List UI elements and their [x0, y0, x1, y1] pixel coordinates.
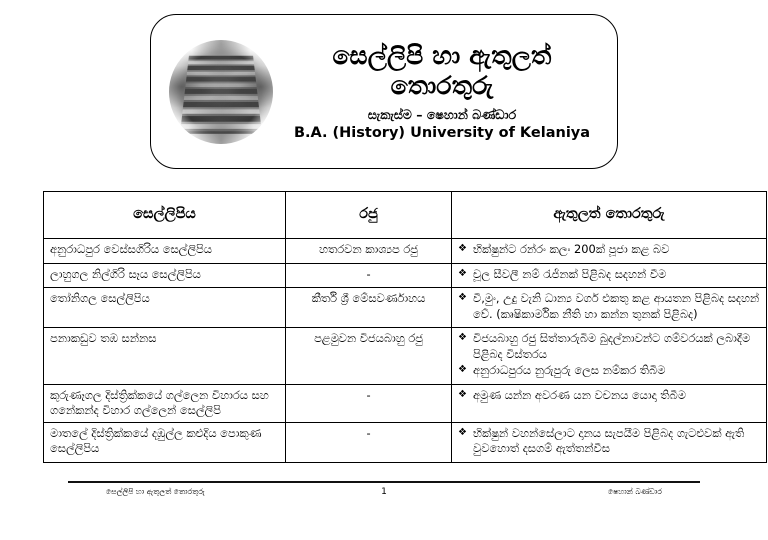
table-header-row — [44, 192, 767, 239]
list-item-text: චූල සීවලී නම් රැජිනක් පිළිබද සදහන් වීම — [473, 266, 667, 281]
cell-details — [452, 263, 767, 288]
cell-king: පළමුවන විජයබාහු රජු — [286, 328, 452, 385]
details-list — [458, 388, 760, 404]
column-header-king: රජු — [286, 192, 452, 239]
document-title-line2: තොරතුරු — [390, 71, 494, 101]
list-item — [458, 291, 760, 322]
logo-wrap — [165, 32, 277, 152]
details-list — [458, 426, 760, 457]
column-header-inscription: සෙල්ලිපිය — [44, 192, 286, 239]
list-item-text: භික්ෂුන් වහන්සේලාට දානය සැපයීම පිළිබද ගැටළුවක් ඇති වුවහොත් දසගම් ඇත්තන්වීස — [473, 425, 745, 456]
cell-king: - — [286, 384, 452, 422]
cell-inscription: මාතලේ දිස්ත්‍රික්කයේ දඹුල්ල කළුදිය පොකුණ සෙල්ලිපිය — [44, 422, 286, 462]
diamond-bullet-icon: ❖ — [458, 426, 467, 438]
footer-row — [68, 487, 700, 497]
list-item-text: අමුණ යන්න අවරණ යන වචනය යොදා තිබීම — [473, 387, 686, 402]
title-banner — [150, 14, 618, 169]
footer-title: සෙල්ලිපි හා ඇතුලත් තොරතුරු — [106, 487, 205, 496]
details-list — [458, 331, 760, 379]
page-number: 1 — [381, 487, 387, 497]
table-row — [44, 328, 767, 385]
cell-details — [452, 384, 767, 422]
diamond-bullet-icon: ❖ — [458, 364, 467, 375]
list-item — [458, 267, 760, 283]
cell-details — [452, 288, 767, 328]
list-item — [458, 363, 760, 379]
list-item — [458, 426, 760, 457]
cell-details — [452, 239, 767, 264]
table-row — [44, 288, 767, 328]
list-item-text: විජයබාහු රජු සිත්තාරුබිම බුදල්නාවන්ට ගම්වරයක් ලබාදීම පිළිබද විස්තරය — [473, 331, 751, 361]
list-item — [458, 331, 760, 362]
cell-details — [452, 328, 767, 385]
cell-king: කීර්ති ශ්‍රී මේසවර්ණාහය — [286, 288, 452, 328]
cell-inscription: අනුරාධපුර වෙස්සගිරිය සෙල්ලිපිය — [44, 239, 286, 264]
table-row — [44, 263, 767, 288]
list-item-text: අනුරාධපුරය නුරුපුරු ලෙස නම්කර තිබීම — [473, 363, 666, 377]
cell-king: - — [286, 422, 452, 462]
page-footer — [68, 481, 700, 497]
footer-divider — [68, 481, 700, 483]
cell-king: හතරවන කාශ්‍යප රජු — [286, 239, 452, 264]
diamond-bullet-icon: ❖ — [458, 243, 467, 254]
table-row — [44, 422, 767, 462]
inscriptions-table — [43, 191, 767, 463]
diamond-bullet-icon: ❖ — [458, 388, 467, 400]
diamond-bullet-icon: ❖ — [458, 292, 467, 303]
compiled-by-label: සැකැස්ම – ෂෙහාන් බණ්ඩාර — [367, 106, 517, 122]
cell-inscription: තෝනිගල සෙල්ලිපිය — [44, 288, 286, 328]
details-list — [458, 242, 760, 258]
cell-king: - — [286, 263, 452, 288]
column-header-details: ඇතුලත් තොරතුරු — [452, 192, 767, 239]
cell-inscription: කුරුණෑගල දිස්ත්‍රික්කයේ ගල්ලෙන විහාරය සහ ගනේකන්ද විහාර ගල්ලෙන් සෙල්ලිපි — [44, 384, 286, 422]
cell-inscription: පනාකඩුව තඹ සන්නස — [44, 328, 286, 385]
table-row — [44, 384, 767, 422]
list-item-text: භික්ෂුන්ට රන්රං කලං 200ක් පූජා කළ බව — [473, 242, 670, 256]
footer-author: ෂෙහාන් බණ්ඩාර — [607, 487, 662, 496]
list-item — [458, 242, 760, 258]
list-item — [458, 388, 760, 404]
ancient-stairway-image-icon — [169, 40, 273, 144]
diamond-bullet-icon: ❖ — [458, 332, 467, 343]
details-list — [458, 291, 760, 322]
details-list — [458, 267, 760, 283]
cell-details — [452, 422, 767, 462]
diamond-bullet-icon: ❖ — [458, 267, 467, 279]
table-body — [44, 239, 767, 463]
document-title-line1: සෙල්ලිපි හා ඇතුලත් — [332, 40, 552, 70]
list-item-text: වී,මුං, උදු වැනි ධාන්‍ය වර්ග එකතු කළ ආයතන පිළිබද සදහන් වේ. (කෘෂිකාර්මික නීති හා කන්න තුනක් පිළිබද) — [473, 291, 760, 321]
cell-inscription: ලාහුගල නිල්ගිරි සෑය සෙල්ලිපිය — [44, 263, 286, 288]
title-text-block — [277, 41, 617, 142]
table-row — [44, 239, 767, 264]
university-label: B.A. (History) University of Kelaniya — [293, 124, 591, 141]
